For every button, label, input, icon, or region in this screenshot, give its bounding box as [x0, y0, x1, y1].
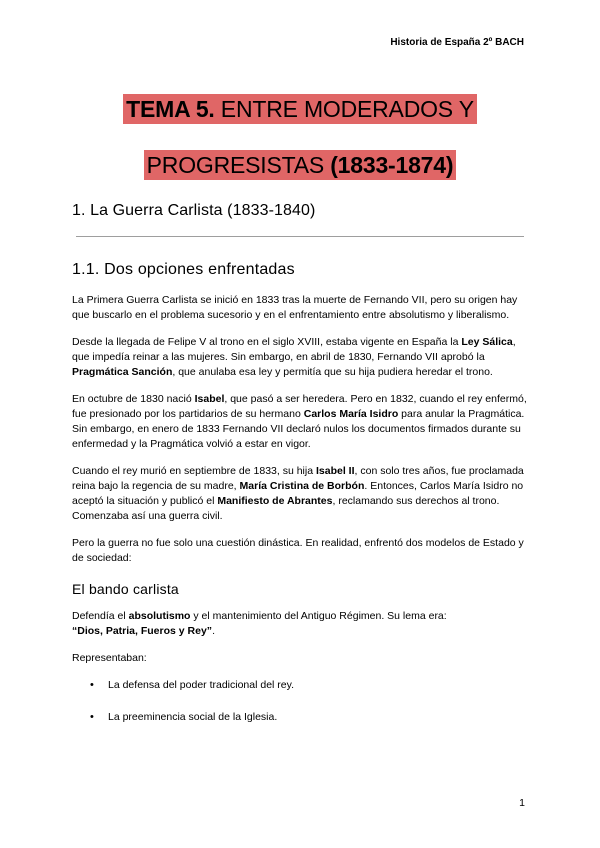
- carlista-heading: El bando carlista: [72, 581, 179, 597]
- carlista-paragraph: [72, 609, 528, 639]
- section-heading: 1. La Guerra Carlista (1833-1840): [72, 202, 316, 219]
- bold-term: absolutismo: [128, 610, 191, 622]
- text-run: . Entonces, Carlos María Isidro no aceptó la situación y publicó el: [72, 480, 524, 507]
- title-highlight-1: [123, 94, 477, 124]
- bold-term: Isabel: [194, 393, 225, 405]
- bold-term: Carlos María Isidro: [303, 408, 399, 420]
- text-run: .: [212, 625, 215, 637]
- text-run: Cuando el rey murió en septiembre de 1833, su hija: [72, 465, 316, 477]
- carlista-motto: “Dios, Patria, Fueros y Rey”: [72, 625, 213, 637]
- title-line-1: [0, 96, 600, 123]
- title-dates: (1833-1874): [330, 152, 454, 178]
- text-run: Defendía el: [72, 610, 129, 622]
- page-number: 1: [519, 797, 525, 809]
- paragraph-2: [72, 335, 528, 380]
- bold-term: Isabel II: [315, 465, 355, 477]
- paragraph-3: [72, 392, 528, 452]
- title-text-2: PROGRESISTAS: [146, 152, 331, 178]
- page-header: Historia de España 2º BACH: [390, 37, 524, 48]
- text-run: , con solo tres años, fue proclamada reina bajo la regencia de su madre,: [72, 465, 524, 492]
- representaban-label: Representaban:: [72, 652, 147, 664]
- text-run: y el mantenimiento del Antiguo Régimen. Su lema era:: [190, 610, 447, 622]
- text-run: para anular la Pragmática. Sin embargo, en enero de 1833 Fernando VII declaró nulos los documentos firmados durante su enfermedad y la Pragmática volvió a estar en vigor.: [72, 408, 525, 450]
- paragraph-1: La Primera Guerra Carlista se inició en 1833 tras la muerte de Fernando VII, pero su origen hay que buscarlo en el problema sucesorio y en el enfrentamiento entre absolutismo y liberalismo.: [72, 294, 518, 321]
- subsection-heading: 1.1. Dos opciones enfrentadas: [72, 261, 295, 278]
- bold-term: Pragmática Sanción: [72, 366, 173, 378]
- title-number: TEMA 5.: [126, 96, 215, 122]
- text-run: Desde la llegada de Felipe V al trono en el siglo XVIII, estaba vigente en España la: [72, 336, 462, 348]
- list-item: • La defensa del poder tradicional del rey.: [90, 678, 528, 693]
- title-line-2: [0, 152, 600, 179]
- list-item: • La preeminencia social de la Iglesia.: [90, 710, 528, 725]
- horizontal-rule: [76, 236, 524, 237]
- title-text-1: ENTRE MODERADOS Y: [214, 96, 474, 122]
- text-run: , que anulaba esa ley y permitía que su hija pudiera heredar el trono.: [172, 366, 493, 378]
- bold-term: Ley Sálica: [461, 336, 513, 348]
- text-run: , que pasó a ser heredera. Pero en 1832, cuando el rey enfermó, fue presionado por los partidarios de su hermano: [72, 393, 527, 420]
- carlista-bullet-list: [72, 678, 528, 725]
- text-run: En octubre de 1830 nació: [72, 393, 195, 405]
- title-highlight-2: [144, 150, 457, 180]
- document-body: [72, 293, 528, 742]
- bold-term: María Cristina de Borbón: [239, 480, 365, 492]
- text-run: , reclamando sus derechos al trono. Comenzaba así una guerra civil.: [72, 495, 500, 522]
- text-run: , que impedía reinar a las mujeres. Sin embargo, en abril de 1830, Fernando VII aprobó la: [72, 336, 516, 363]
- bold-term: Manifiesto de Abrantes: [217, 495, 333, 507]
- paragraph-5: Pero la guerra no fue solo una cuestión dinástica. En realidad, enfrentó dos modelos de Estado y de sociedad:: [72, 537, 524, 564]
- paragraph-4: [72, 464, 528, 524]
